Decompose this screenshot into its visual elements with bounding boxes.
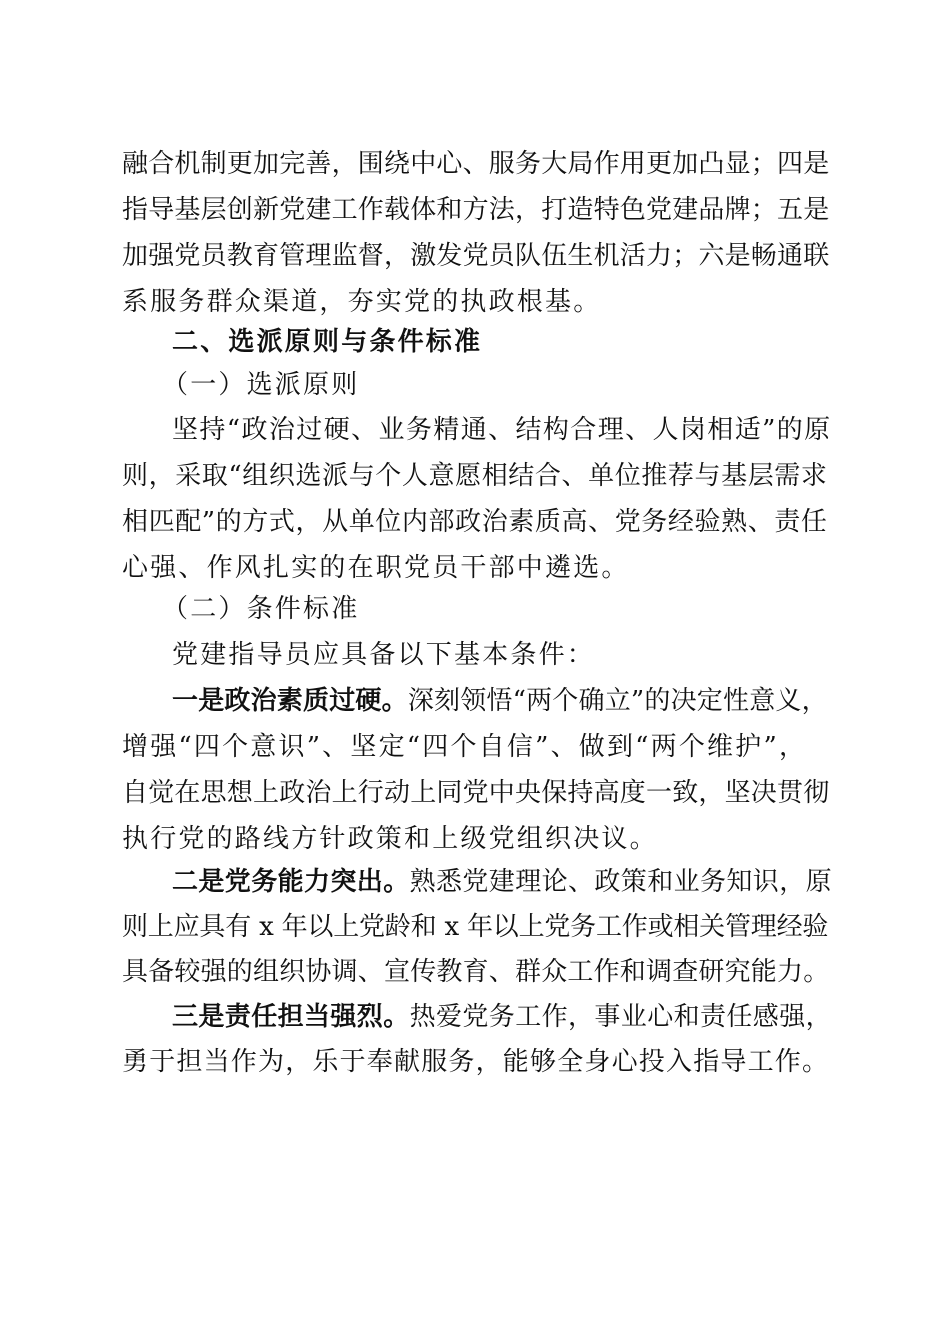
paragraph-line: 执行党的路线方针政策和上级党组织决议。 (122, 824, 658, 854)
condition-lead: 一是政治素质过硬。 (172, 686, 408, 716)
paragraph-line: 增强“四个意识”、坚定“四个自信”、做到“两个维护”， (122, 732, 808, 762)
subsection-heading: （二）条件标准 (162, 594, 360, 624)
paragraph-line: 具备较强的组织协调、宣传教育、群众工作和调查研究能力。 (122, 957, 830, 987)
condition-text: 热爱党务工作，事业心和责任感强， (409, 1002, 833, 1032)
condition-text: 深刻领悟“两个确立”的决定性意义， (407, 686, 828, 716)
paragraph-line: 指导基层创新党建工作载体和方法，打造特色党建品牌；五是 (122, 195, 830, 225)
condition-2-first-line (172, 865, 832, 899)
condition-1-first-line (172, 684, 828, 718)
paragraph-line: 勇于担当作为，乐于奉献服务，能够全身心投入指导工作。 (122, 1047, 830, 1077)
paragraph-line: 则，采取“组织选派与个人意愿相结合、单位推荐与基层需求 (122, 461, 828, 491)
paragraph-line: 自觉在思想上政治上行动上同党中央保持高度一致，坚决贯彻 (122, 778, 830, 808)
subsection-heading: （一）选派原则 (162, 370, 360, 400)
paragraph-line: 融合机制更加完善，围绕中心、服务大局作用更加凸显；四是 (122, 149, 830, 179)
condition-3-first-line (172, 1000, 832, 1034)
condition-text: 熟悉党建理论、政策和业务知识，原 (409, 867, 833, 897)
paragraph-line: 则上应具有 x 年以上党龄和 x 年以上党务工作或相关管理经验 (122, 912, 829, 942)
paragraph-line: 相匹配”的方式，从单位内部政治素质高、党务经验熟、责任 (122, 507, 828, 537)
paragraph-line: 加强党员教育管理监督，激发党员队伍生机活力；六是畅通联 (122, 241, 830, 271)
paragraph-line: 心强、作风扎实的在职党员干部中遴选。 (122, 553, 630, 583)
condition-lead: 三是责任担当强烈。 (172, 1002, 410, 1032)
paragraph-line: 系服务群众渠道，夯实党的执政根基。 (122, 287, 602, 317)
paragraph-line: 党建指导员应具备以下基本条件： (172, 640, 596, 670)
section-heading: 二、选派原则与条件标准 (172, 327, 483, 357)
condition-lead: 二是党务能力突出。 (172, 867, 410, 897)
paragraph-line: 坚持“政治过硬、业务精通、结构合理、人岗相适”的原 (172, 415, 832, 445)
